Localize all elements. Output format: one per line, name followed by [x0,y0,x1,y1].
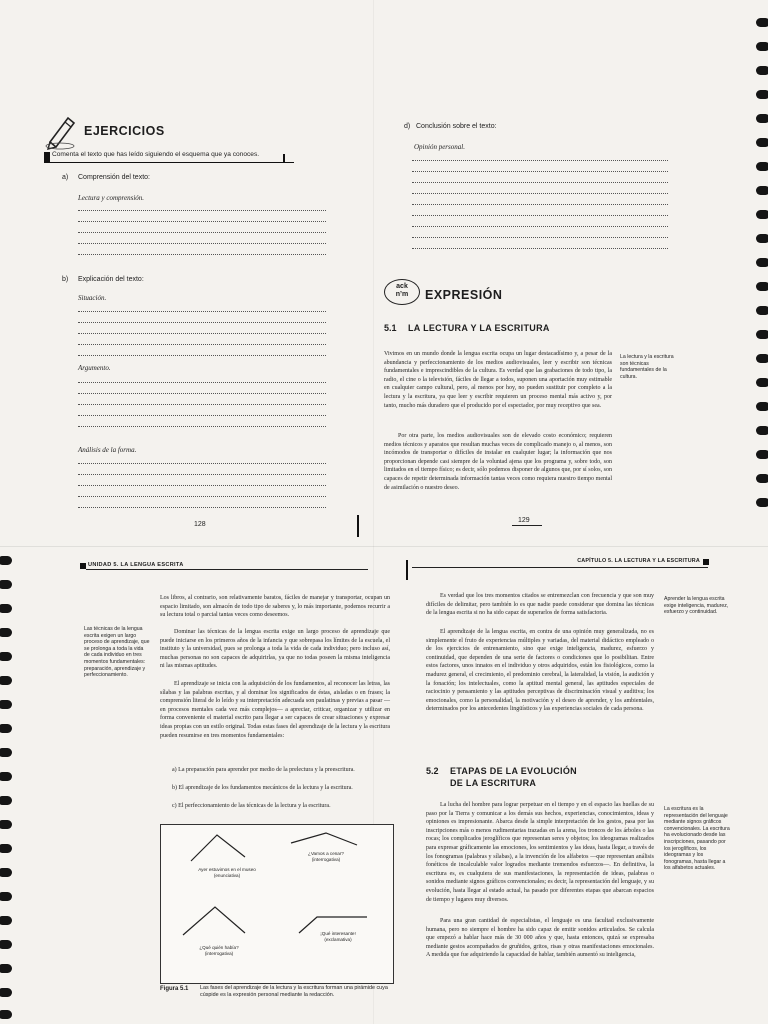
paragraph: El aprendizaje se inicia con la adquisición de los fundamentos, al reconocer las letras, las sílabas y las palabras escritas, y al dominar los significados de éstas, aisladas o en frases; la comprensión literal de lo leído y su interpretación adecuada son paulatinas y previas a pasar —en procesos mentales cada vez más complejos— a apreciar, criticar, organizar y utilizar en forma conveniente el material escrito para llegar a ser capaces de crear situaciones y expresar ideas propias con un estilo original. Todas estas fases del aprendizaje de la lectura y la escritura pueden resumirse en tres momentos fundamentales: [160,681,390,739]
paragraph: Para una gran cantidad de especialistas, el lenguaje es una facultad exclusivamente humana, pero no siempre el hombre ha sido capaz de emitir sonidos articulados. Se calcula que empezó a hablar hace más de 30 000 años y que, hasta entonces, quizá se expresaba mediante gestos acompañados de gruñidos, gritos, risas y otras manifestaciones emocionales. A medida que fue adquiriendo la capacidad de hablar, también aumentó su inteligencia, [426,918,654,959]
item-a-label: a) [62,174,69,181]
speech-bubble-icon: ack n’m [384,279,420,305]
item-d-label: d) [404,123,411,130]
binding-hole [0,796,12,805]
binding-hole [0,844,12,853]
section-5-1-number: 5.1 [384,323,397,333]
answer-line [78,210,326,211]
binding-hole [756,282,768,291]
binding-hole [0,916,12,925]
answer-line [78,232,326,233]
binding-hole [756,162,768,171]
answer-line [412,171,668,172]
paragraph: Dominar las técnicas de la lengua escrita exige un largo proceso de aprendizaje que puede iniciarse en los primeros años de la infancia y que sobrepasa los límites de la escuela, el instituto y la universidad, pues se prolonga a toda la vida de cada individuo; pero incluso así, muchas personas no son capaces de adquirirlas, ya que no todas poseen la misma inteligencia ni las mismas aptitudes. [160,629,390,670]
paragraph: Vivimos en un mundo donde la lengua escrita ocupa un lugar destacadísimo y, a pesar de la abundancia y perfeccionamiento de los medios audiovisuales, leer y escribir son técnicas fundamentales e imprescindibles de la cultura. Es verdad que las grabaciones de todo tipo, la radio, el cine o la televisión, fáciles de llegar a todos, suponen una aportación muy estimable en cualquier campo cultural, pero, al menos por hoy, no pueden sustituir por completo a la lectura y la escritura, ya que leer y escribir requieren un proceso mental más activo y, por tanto, mucho más duradero que el producido por el espectador, por muy receptivo que sea. [384,351,612,409]
answer-line [412,226,668,227]
answer-line [78,426,326,427]
figure-caption: Las fases del aprendizaje de la lectura y la escritura forman una pirámide cuya cúspide es la expresión personal mediante la redacción. [200,985,388,998]
margin-note: Las técnicas de la lengua escrita exigen un largo proceso de aprendizaje, que se prolonga a toda la vida de cada individuo en tres momentos fundamentales: preparación, aprendizaje y perfeccionamiento. [84,626,150,679]
sub-argumento: Argumento. [78,364,111,372]
page-separator [0,546,768,547]
binding-hole [0,988,12,997]
figure-label: Ayer estuvimos en el museo (enunciativa) [198,867,256,878]
binding-hole [756,90,768,99]
page-number-129: 129 [518,517,530,524]
paragraph: La lucha del hombre para lograr perpetuar en el tiempo y en el espacio las huellas de su paso por la Tierra y comunicar a los demás sus hechos, experiencias, conocimientos, ideas y opiniones es impresionante. Abarca desde la simple interpretación de los gestos, pasa por las inscripciones más o menos rudimentarias trazadas en la arena, los troncos de los árboles o las rocas; los complicados jeroglíficos que representan seres y objetos; los ideogramas realizados para expresar gráficamente las emociones, los sentimientos y las ideas, hasta llegar, a través de los fonogramas (palabras y sílabas), a la invención de los alfabetos —que representan análisis fonéticos de incalculable valor logrados mediante tremendos esfuerzos—. En definitiva, la escritura es, es cualquiera de sus manifestaciones, la representación de ideas, palabras o sonidos mediante signos gráficos convencionales; es decir, la representación del lenguaje, y su evolución, hasta llegar al estado actual, ha pasado por diferentes etapas que abarcan espacios de tiempo y lugares muy diversos. [426,802,654,903]
list-item: c) El perfeccionamiento de las técnicas de la lectura y la escritura. [172,803,331,809]
answer-line [412,193,668,194]
sub-situacion: Situación. [78,294,107,302]
answer-line [412,248,668,249]
answer-line [78,355,326,356]
binding-hole [756,114,768,123]
binding-hole [0,1010,12,1019]
answer-line [78,322,326,323]
binding-hole [0,820,12,829]
binding-hole [756,450,768,459]
answer-line [78,463,326,464]
binding-hole [756,186,768,195]
item-d-text: Conclusión sobre el texto: [416,123,497,130]
binding-hole [0,940,12,949]
answer-line [78,415,326,416]
answer-line [78,496,326,497]
binding-hole [0,892,12,901]
item-b-text: Explicación del texto: [78,276,144,283]
binding-hole [0,724,12,733]
figure-label: ¡Qué interesante! (exclamativa) [320,931,356,942]
binding-hole [756,210,768,219]
figure-label: ¿Qué quién había? (interrogativa) [199,945,239,956]
answer-line [412,182,668,183]
binding-hole [0,772,12,781]
binding-hole [0,748,12,757]
instruction-text: Comenta el texto que has leído siguiendo el esquema que ya conoces. [52,151,260,158]
binding-hole [756,474,768,483]
answer-line [412,160,668,161]
answer-line [78,474,326,475]
answer-line [412,204,668,205]
exercises-heading: EJERCICIOS [84,124,165,138]
section-5-1-title: LA LECTURA Y LA ESCRITURA [408,323,550,333]
figure-diagram [161,825,393,983]
running-head-rule [86,569,368,570]
binding-hole [0,556,12,565]
sub-analisis: Análisis de la forma. [78,446,137,454]
margin-note: Aprender la lengua escrita exige inteligencia, madurez, esfuerzo y continuidad. [664,596,729,616]
paragraph: Es verdad que los tres momentos citados se entremezclan con frecuencia y que son muy difíciles de delimitar, pero también lo es que nadie puede considerar que domina las técnicas de la lengua escrita si no ha sido capaz de superarlos de forma satisfactoria. [426,593,654,617]
answer-line [412,215,668,216]
binding-hole [0,700,12,709]
paragraph: Los libros, al contrario, son relativamente baratos, fáciles de manejar y transportar, ocupan un espacio limitado, son almacén de todo tipo de saberes y, lo más importante, podemos recurrir a su lectura total o parcial tantas veces como deseemos. [160,595,390,619]
margin-note: La escritura es la representación del lenguaje mediante signos gráficos convencionales. La escritura ha evolucionado desde las inscripciones, pasando por los jeroglíficos, los ideogramas y los fonogramas, hasta llegar a los alfabetos actuales. [664,806,730,872]
binding-hole [756,402,768,411]
answer-line [78,404,326,405]
paragraph: El aprendizaje de la lengua escrita, en contra de una opinión muy generalizada, no es simplemente el fruto de experiencias múltiples y variadas, del material didáctico empleado o de los ejercicios de entrenamiento, sino que exige inteligencia, madurez, esfuerzo y continuidad, que dependen de una serie de factores o condiciones que lo posibilitan. Entre estos factores, unos innatos en el individuo y otros adquiridos, están los fisiológicos, como la madurez general, el crecimiento, el predominio cerebral, la lateralidad, la visión, la audición y la fonación; los intelectuales, como la aptitud mental general, las aptitudes especiales de raciocinio y pensamiento y las aptitudes perceptivas de discriminación visual y auditiva; los emocionales, como la personalidad, la motivación y el deseo de aprender, y los ambientales, determinados por los antecedentes lingüísticos y las experiencias sociales de cada persona. [426,629,654,713]
answer-line [78,382,326,383]
binding-hole [0,676,12,685]
item-a-text: Comprensión del texto: [78,174,150,181]
instruction-bar-end [283,154,285,163]
binding-hole [756,42,768,51]
running-head-rule [412,567,708,568]
running-head-marker [703,559,709,565]
paragraph: Por otra parte, los medios audiovisuales son de elevado costo económico; requieren medios técnicos y aparatos que resultan muchas veces de complicado manejo o, al menos, son incómodos de transportar o difíciles de instalar en cualquier lugar; la información que nos proporcionan depende casi siempre de la voluntad ajena que los programa y, sobre todo, son limitados en el tiempo físico; es decir, sólo podemos disponer de algunos que, por sí solos, son capaces de repetir determinada información tantas veces como requiera nuestro tiempo mental de asimilación o nuestro deseo. [384,433,612,491]
list-item: b) El aprendizaje de los fundamentos mecánicos de la lectura y la escritura. [172,785,353,791]
answer-line [78,333,326,334]
binding-hole [756,234,768,243]
binding-hole [0,868,12,877]
binding-hole [756,426,768,435]
answer-line [78,485,326,486]
binding-hole [756,18,768,27]
answer-line [78,344,326,345]
binding-hole [0,628,12,637]
section-5-2-number: 5.2 [426,766,439,776]
binding-hole [756,330,768,339]
item-a-sub: Lectura y comprensión. [78,194,145,202]
figure-label: ¿Vamos a cenar? (interrogativa) [308,851,344,862]
binding-hole [0,580,12,589]
binding-hole [756,354,768,363]
answer-line [78,254,326,255]
answer-line [78,221,326,222]
binding-hole [756,306,768,315]
binding-hole [0,652,12,661]
section-5-2-title-line2: DE LA ESCRITURA [450,778,537,788]
page-divider-bottom [406,560,408,580]
answer-line [78,243,326,244]
list-item: a) La preparación para aprender por medio de la prelectura y la preescritura. [172,767,355,773]
binding-hole [756,66,768,75]
running-head: CAPÍTULO 5. LA LECTURA Y LA ESCRITURA [577,558,700,564]
binding-hole [756,258,768,267]
figure-number: Figura 5.1 [160,986,189,992]
page-footer-rule [512,525,542,526]
binding-hole [0,964,12,973]
page-divider-top [357,515,359,537]
running-head: UNIDAD 5. LA LENGUA ESCRITA [88,562,184,568]
binding-hole [756,138,768,147]
binding-hole [0,604,12,613]
binding-hole [756,498,768,507]
item-d-sub: Opinión personal. [414,143,465,151]
answer-line [78,311,326,312]
margin-note: La lectura y la escritura son técnicas fundamentales de la cultura. [620,354,674,380]
answer-line [412,237,668,238]
answer-line [78,393,326,394]
expresion-heading: EXPRESIÓN [425,288,503,302]
page-number-128: 128 [194,521,206,528]
answer-line [78,507,326,508]
figure-frame [160,824,394,984]
pencil-icon [44,112,78,150]
item-b-label: b) [62,276,69,283]
section-5-2-title-line1: ETAPAS DE LA EVOLUCIÓN [450,766,577,776]
binding-hole [756,378,768,387]
